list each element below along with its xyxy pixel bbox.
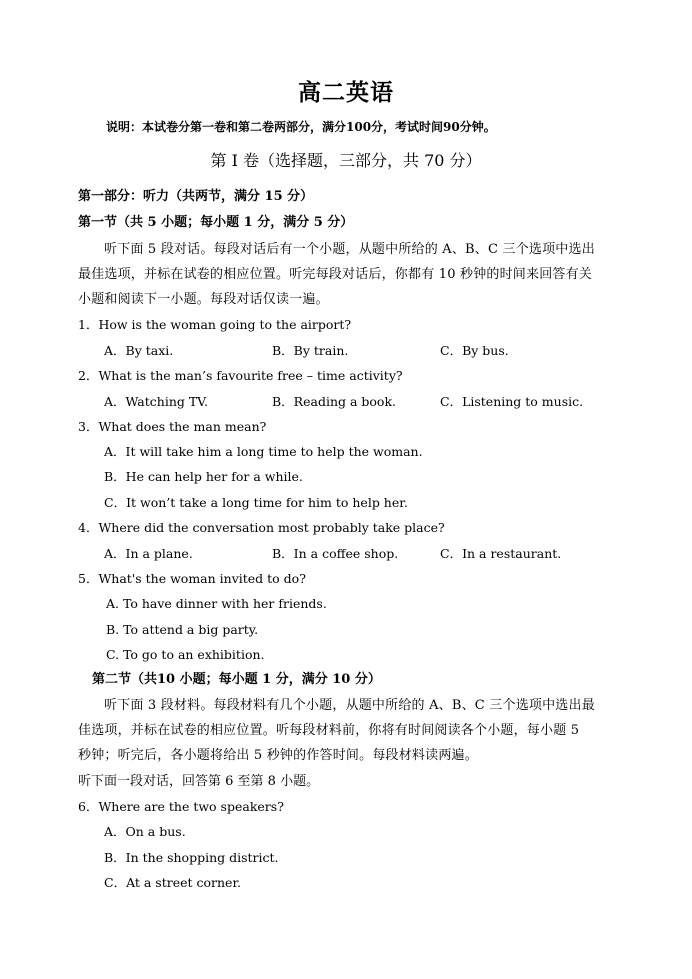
page-title: 高二英语 (298, 79, 394, 106)
instruction-line: 听下面 3 段材料。每段材料有几个小题，从题中所给的 A、B、C 三个选项中选出最 (104, 698, 595, 713)
option-b: B．He can help her for a while. (104, 469, 303, 484)
option-c: C. To go to an exhibition. (106, 647, 265, 662)
option-c: C．By bus. (440, 343, 509, 358)
instruction-line: 最佳选项，并标在试卷的相应位置。听完每段对话后，你都有 10 秒钟的时间来回答有关 (78, 267, 593, 282)
part1-heading: 第一部分：听力（共两节，满分 15 分） (78, 189, 314, 204)
option-a: A．In a plane. (104, 546, 193, 561)
question-text: 5．What's the woman invited to do? (78, 571, 306, 586)
option-a: A. To have dinner with her friends. (106, 596, 327, 611)
instruction-line: 小题和阅读下一小题。每段对话仅读一遍。 (78, 292, 329, 307)
option-c: C．Listening to music. (440, 394, 584, 409)
option-c: C．In a restaurant. (440, 546, 562, 561)
option-a: A．On a bus. (104, 824, 186, 839)
option-b: B．In a coffee shop. (272, 546, 399, 561)
section2-heading: 第二节（共10 小题；每小题 1 分，满分 10 分） (92, 672, 381, 687)
question-text: 6．Where are the two speakers? (78, 799, 284, 814)
instruction-line: 秒钟；听完后，各小题将给出 5 秒钟的作答时间。每段材料读两遍。 (78, 748, 478, 763)
option-b: B．By train. (272, 343, 349, 358)
option-c: C．At a street corner. (104, 875, 242, 890)
volume-title: 第 I 卷（选择题，三部分，共 70 分） (210, 151, 482, 170)
group-intro: 听下面一段对话，回答第 6 至第 8 小题。 (78, 774, 320, 789)
section1-heading: 第一节（共 5 小题；每小题 1 分，满分 5 分） (78, 215, 354, 230)
option-b: B. To attend a big party. (106, 622, 259, 637)
option-c: C．It won’t take a long time for him to help her. (104, 495, 408, 510)
option-b: B．In the shopping district. (104, 850, 279, 865)
option-a: A．By taxi. (104, 343, 174, 358)
option-b: B．Reading a book. (272, 394, 396, 409)
instruction-line: 听下面 5 段对话。每段对话后有一个小题，从题中所给的 A、B、C 三个选项中选出 (104, 242, 595, 257)
exam-note: 说明：本试卷分第一卷和第二卷两部分，满分100分，考试时间90分钟。 (106, 120, 496, 134)
question-text: 1．How is the woman going to the airport? (78, 317, 352, 332)
option-a: A．Watching TV. (104, 394, 208, 409)
option-a: A．It will take him a long time to help the woman. (104, 444, 423, 459)
question-text: 4．Where did the conversation most probably take place? (78, 520, 445, 535)
question-text: 2．What is the man’s favourite free – time activity? (78, 368, 403, 383)
question-text: 3．What does the man mean? (78, 419, 267, 434)
instruction-line: 佳选项，并标在试卷的相应位置。听每段材料前，你将有时间阅读各个小题，每小题 5 (78, 723, 580, 738)
